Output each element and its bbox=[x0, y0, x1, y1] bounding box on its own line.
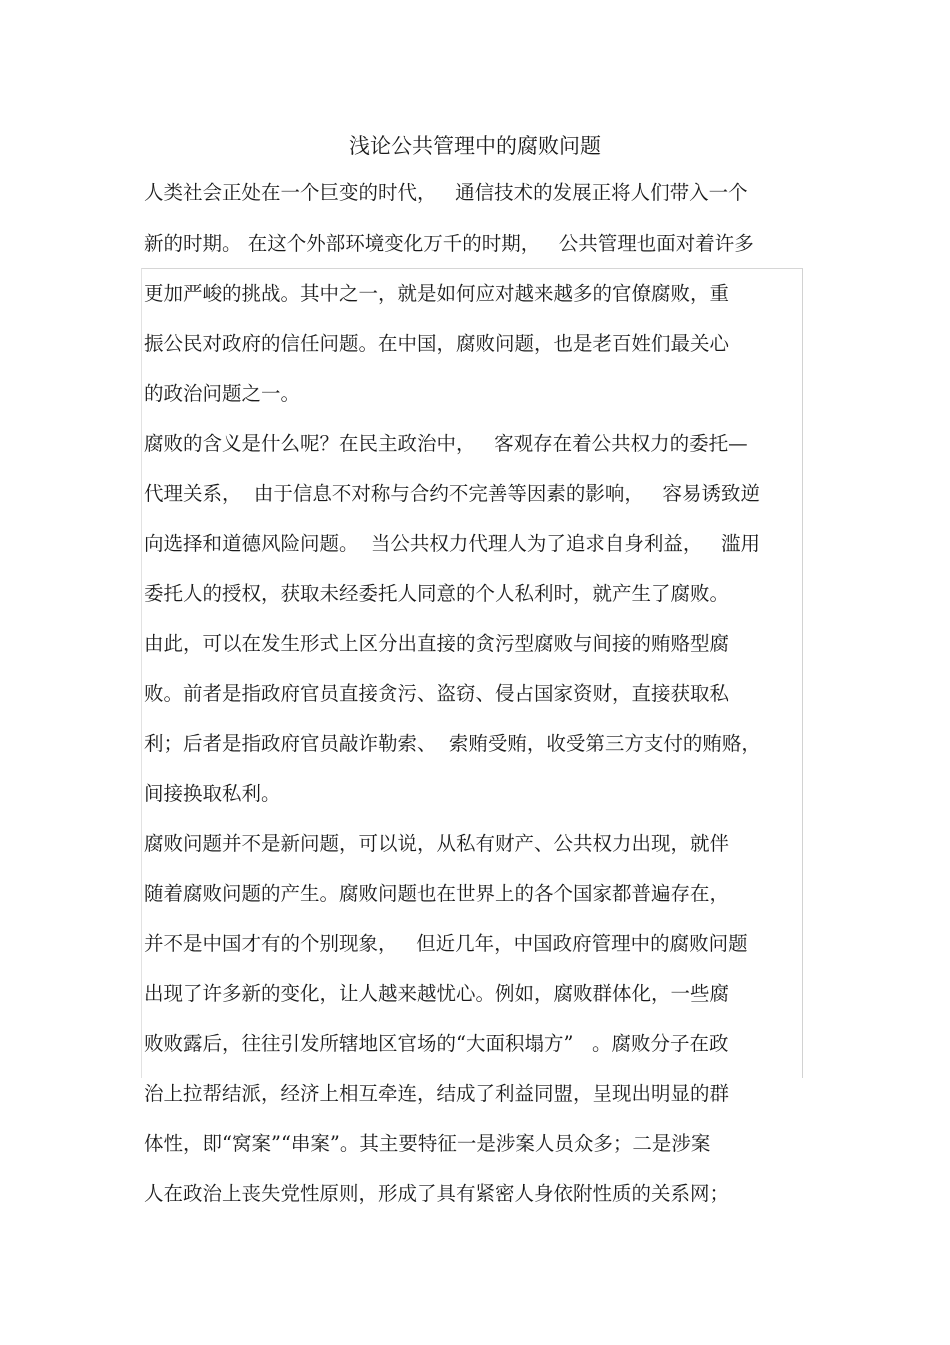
text-line: 体性，即“窝案”“串案”。其主要特征一是涉案人员众多；二是涉案 bbox=[144, 1132, 711, 1155]
text-line: 新的时期。 在这个外部环境变化万千的时期， 公共管理也面对着许多 bbox=[144, 232, 754, 255]
text-line: 由此，可以在发生形式上区分出直接的贪污型腐败与间接的贿赂型腐 bbox=[144, 632, 730, 655]
text-line: 的政治问题之一。 bbox=[144, 382, 301, 405]
text-line: 腐败问题并不是新问题，可以说，从私有财产、公共权力出现，就伴 bbox=[144, 832, 730, 855]
text-line: 治上拉帮结派，经济上相互牵连，结成了利益同盟，呈现出明显的群 bbox=[144, 1082, 730, 1105]
text-line: 出现了许多新的变化，让人越来越忧心。例如，腐败群体化，一些腐 bbox=[144, 982, 730, 1005]
text-line: 间接换取私利。 bbox=[144, 782, 281, 805]
text-line: 败败露后，往往引发所辖地区官场的“大面积塌方” 。腐败分子在政 bbox=[144, 1032, 729, 1055]
text-line: 败。前者是指政府官员直接贪污、盗窃、侵占国家资财，直接获取私 bbox=[144, 682, 730, 705]
text-line: 更加严峻的挑战。其中之一，就是如何应对越来越多的官僚腐败，重 bbox=[144, 282, 730, 305]
text-line: 委托人的授权，获取未经委托人同意的个人私利时，就产生了腐败。 bbox=[144, 582, 730, 605]
text-line: 并不是中国才有的个别现象， 但近几年，中国政府管理中的腐败问题 bbox=[144, 932, 748, 955]
text-line: 人类社会正处在一个巨变的时代， 通信技术的发展正将人们带入一个 bbox=[144, 181, 748, 204]
text-line: 利；后者是指政府官员敲诈勒索、 索贿受贿，收受第三方支付的贿赂， bbox=[144, 732, 761, 755]
text-line: 向选择和道德风险问题。 当公共权力代理人为了追求自身利益， 滥用 bbox=[144, 532, 760, 555]
text-line: 代理关系， 由于信息不对称与合约不完善等因素的影响， 容易诱致逆 bbox=[144, 482, 760, 505]
text-line: 振公民对政府的信任问题。在中国，腐败问题，也是老百姓们最关心 bbox=[144, 332, 730, 355]
text-line: 人在政治上丧失党性原则，形成了具有紧密人身依附性质的关系网； bbox=[144, 1182, 730, 1205]
text-line: 随着腐败问题的产生。腐败问题也在世界上的各个国家都普遍存在， bbox=[144, 882, 730, 905]
text-line: 腐败的含义是什么呢？在民主政治中， 客观存在着公共权力的委托— bbox=[144, 432, 748, 455]
document-title: 浅论公共管理中的腐败问题 bbox=[349, 134, 601, 158]
